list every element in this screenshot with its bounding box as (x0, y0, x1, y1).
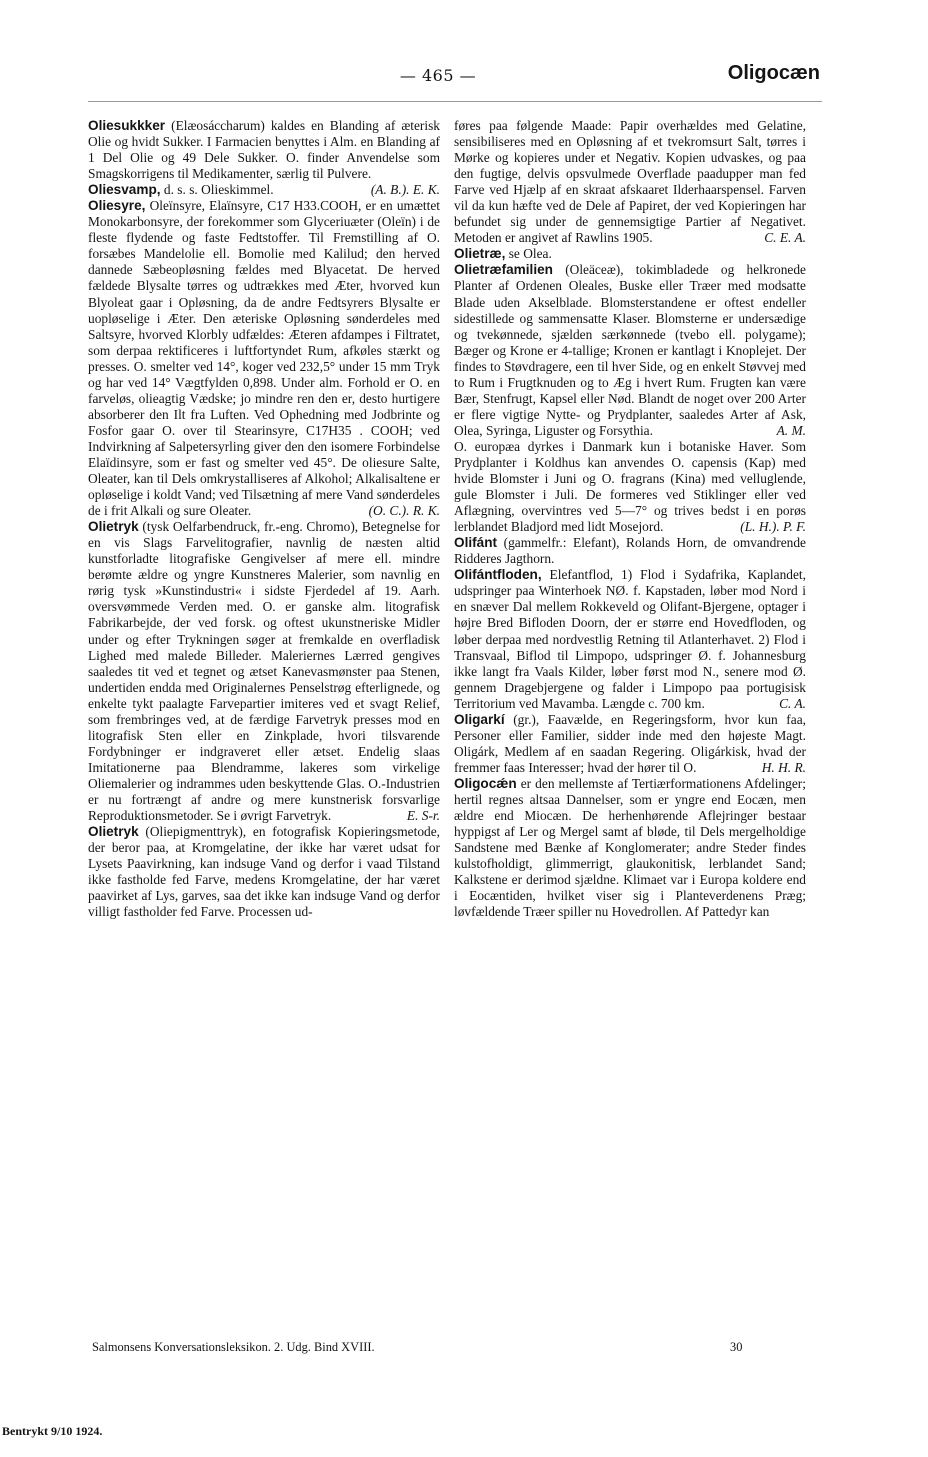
dictionary-entry (454, 535, 806, 567)
entry-text: (tysk Oelfarbendruck, fr.-eng. Chromo), Betegnelse for en vis Slags Farvelitografier, navnlig de næsten altid kunstforladte litografiske Gengivelser af mere ell. mindre berømte ældre og yngre Kunstneres Malerier, som navnlig en rørig tysk »Kunstindustri« i sidste Fjerdedel af 19. Aarh. oversvømmede Verden med. O. er ganske alm. litografisk Fabrikarbejde, der ved forsk. og oftest ukunstneriske Midler under og efter Trykningen søger at fremkalde en overfladisk Lighed med malede Billeder. Maleriernes Lærred gengives saaledes tit ved et tegnet og ætset Kanevasmønster paa Stenen, undertiden endda med Originalernes Penselstrøg efterlignede, og enkelte tykt paalagte Farvepartier imiteres ved et svagt Relief, som frembringes ved, at de færdige Farvetryk presses mod en litografisk Sten eller en Zinkplade, hvori tilsvarende Fordybninger er indgraveret eller ætset. Endelig slaas Imitationerne paa Blendramme, lakeres som virkelige Oliemalerier og indrammes uden beskyttende Glas. O.-Industrien er nu fortrængt af andre og mere kunstnerisk forsvarlige Reproduktionsmetoder. Se i øvrigt Farvetryk. (88, 519, 440, 824)
entry-text: (Oleäcеæ), tokimbladede og helkronede Planter af Ordenen Oleales, Buske eller Træer med modsatte Blade uden Akselblade. Blomsterstandene er oftest endeller sidestillede og sammensatte Klaser. Blomsterne er undersædige og tvekønnede, sjælden særkønnede (tvebo ell. polygame); Bæger og Krone er 4-tallige; Kronen er kantlagt i Knoplejet. Der findes to Støvdragere, een til hver Side, og en enkelt Støvvej med to Rum i Frugtknuden og to Æg i hvert Rum. Frugten kan være Bær, Stenfrugt, Kapsel eller Nød. Blandt de noget over 200 Arter er flere vigtige Nytte- og Prydplanter, saaledes Arter af Ask, Olea, Syringa, Liguster og Forsythia. (454, 262, 806, 438)
dictionary-entry (454, 439, 806, 535)
right-column (454, 118, 806, 920)
footer-sheet-number: 30 (730, 1340, 743, 1354)
entry-headword: Oligocǽn (454, 775, 517, 791)
entry-signature: A. M. (776, 422, 806, 438)
dictionary-entry (454, 246, 806, 262)
entry-headword: Olifántfloden, (454, 567, 542, 583)
entry-text: se Olea. (505, 246, 552, 262)
entry-signature: H. H. R. (761, 759, 806, 775)
entry-headword: Oligarkí (454, 711, 505, 727)
entry-signature: C. A. (779, 695, 806, 711)
dictionary-entry (88, 198, 440, 519)
entry-text: d. s. s. Olieskimmel. (160, 182, 274, 198)
entry-text: (Elæosáccharum) kaldes en Blanding af æterisk Olie og hvidt Sukker. I Farmacien benyttes i Alm. en Blanding af 1 Del Olie og 49 Dele Sukker. O. finder Anvendelse som Smagskorrigens til Medikamenter, særlig til Pulvere. (88, 118, 440, 182)
dictionary-entry (88, 824, 440, 920)
entry-text: Elefantflod, 1) Flod i Sydafrika, Kaplandet, udspringer paa Winterhoek NØ. f. Kapstaden, løber mod Nord i en snæver Dal mellem Rokkeveld og Olifant-Bjergene, optager i højre Bred Bifloden Doorn, der er større end Hovedfloden, og løber derpaa med nordvestlig Retning til Atlanterhavet. 2) Flod i Transvaal, Biflod til Limpopo, udspringer Ø. f. Johannesburg ikke langt fra Vaals Kilder, løber først mod N., senere mod Ø. gennem Dragebjergene og falder i Limpopo paa portugisisk Territorium ved Mavamba. Længde c. 700 km. (454, 567, 806, 711)
footer-source: Salmonsens Konversationsleksikon. 2. Udg. Bind XVIII. (92, 1340, 375, 1354)
dictionary-entry (88, 519, 440, 824)
entry-headword: Olietryk (88, 519, 139, 535)
entry-headword: Oliesukkker (88, 118, 166, 133)
entry-headword: Olietræfamilien (454, 262, 553, 278)
running-head: Oligocæn (727, 62, 820, 84)
dictionary-entry (454, 262, 806, 439)
entry-text: Oleïnsyre, Elaïnsyre, C17 H33.COOH, er en umættet Monokarbonsyre, der forekommer som Glyceriuæter (Oleïn) i de fleste flydende og faste Fedtstoffer. Til Fremstilling af O. forsæbes Mandelolie ell. Bomolie med Kalilud; den herved dannede Sæbeopløsning fældes med Blyacetat. De herved fældede Blysalte tørres og udtrækkes med Æter, hvorved kun Blyoleat gaar i Opløsning, da de andre Fedtsyrers Blysalte er uopløselige i Æter. Den æteriske Opløsning sønderdeles med Saltsyre, hvorved Klorbly udfældes: Æteren afdampes i Filtratet, som derpaa rektificeres i luftfortyndet Rum, afkøles stærkt og presses. O. smelter ved 14°, koger ved 232,5° under 15 mm Tryk og har ved 14° Vægtfylden 0,898. Under alm. Forhold er O. en farveløs, olieagtig Vædske; jo mindre ren den er, desto hurtigere absorberer den Ilt fra Luften. Ved Ophedning med Jodbrinte og Fosfor gaar O. over til Stearinsyre, C17H35 . COOH; ved Indvirkning af Salpetersyrling giver den den isomere Forbindelse Elaïdinsyre, som er fast og smelter ved 45°. De oliesure Salte, Oleater, kan til Dels omkrystalliseres af Alkohol; Alkalisaltene er opløselige i koldt Vand; ved Tilsætning af mere Vand sønderdeles de i frit Alkali og sure Oleater. (88, 198, 440, 519)
entry-text: (Oliepigmenttryk), en fotografisk Kopieringsmetode, der beror paa, at Kromgelatine, der ikke har været udsat for Lysets Paavirkning, kan indsuge Vand og derfor i vaad Tilstand ikke fastholde fed Farve, medens Kromgelatine, der har været paavirket af Lys, garves, saa det ikke kan indsuge Vand og derfor villigt fastholder fed Farve. Processen ud- (88, 824, 440, 920)
entry-headword: Olietryk (88, 824, 139, 840)
entry-signature: E. S-r. (406, 808, 440, 824)
dictionary-entry (454, 567, 806, 711)
entry-text: O. europæa dyrkes i Danmark kun i botaniske Haver. Som Prydplanter i Koldhus kan anvendes O. capensis (Kap) med hvide Blomster i Juni og O. fragrans (Kina) med velluglende, gule Blomster i Juli. De formeres ved Stiklinger eller ved Aflægning, overvintres ved 5—7° og trives bedst i en porøs lerblandet Bladjord med lidt Mosejord. (454, 438, 806, 535)
entry-text: (gammelfr.: Elefant), Rolands Horn, de omvandrende Ridderes Jagthorn. (454, 535, 806, 567)
reprint-note: Bentrykt 9/10 1924. (2, 1424, 103, 1438)
left-column (88, 118, 440, 920)
dictionary-entry (454, 712, 806, 776)
page-number: — 465 — (399, 66, 477, 85)
entry-signature: (O. C.). R. K. (368, 503, 440, 519)
entry-headword: Oliesvamp, (88, 182, 161, 198)
header-rule (88, 101, 822, 102)
entry-headword: Oliesyre, (88, 198, 146, 214)
dictionary-entry (454, 776, 806, 920)
entry-headword: Olietræ, (454, 246, 506, 262)
entry-signature: C. E. A. (764, 230, 806, 246)
entry-text: (gr.), Faavælde, en Regeringsform, hvor kun faa, Personer eller Familier, sidder inde med den højeste Magt. Oligárk, Medlem af en saadan Regering. Oligárkisk, hvad der fremmer faas Interesser; hvad der hører til O. (454, 711, 806, 775)
entry-text: er den mellemste af Tertiærformationens Afdelinger; hertil regnes altsaa Dannelser, som er yngre end Eocæn, men ældre end Miocæn. De herhenhørende Aflejringer bestaar hyppigst af Ler og Mergel samt af bløde, til Dels mergelholdige Sandstene med Bænke af Konglomerater; andre Steder findes kulstofholdigt, glimmerrigt, glaukonitisk, lerblandet Sand; Kalkstene er derimod sjældne. Klimaet var i Europa koldere end i Eocæntiden, hvilket viser sig i Planteverdenens Præg; løvfældende Træer spiller nu Hovedrollen. Af Pattedyr kan (454, 775, 806, 920)
entry-headword: Olifánt (454, 535, 498, 551)
dictionary-entry (454, 118, 806, 246)
entry-signature: (L. H.). P. F. (740, 519, 806, 535)
entry-signature: (A. B.). E. K. (370, 182, 440, 198)
entry-text: føres paa følgende Maade: Papir overhældes med Gelatine, sensibiliseres med en Opløsning af et tvekromsurt Salt, tørres i Mørke og kopieres under et Negativ. Kopien udvaskes, og paa den fugtige, delvis opsvulmede Overflade paadupper man fed Farve ved Hjælp af en skraat afskaaret Ilderhaarspensel. Farven vil da kun hæfte ved de Dele af Papiret, der ved Kopieringen har befundet sig under de gennemsigtige Partier af Negativet. Metoden er angivet af Rawlins 1905. (454, 118, 806, 246)
